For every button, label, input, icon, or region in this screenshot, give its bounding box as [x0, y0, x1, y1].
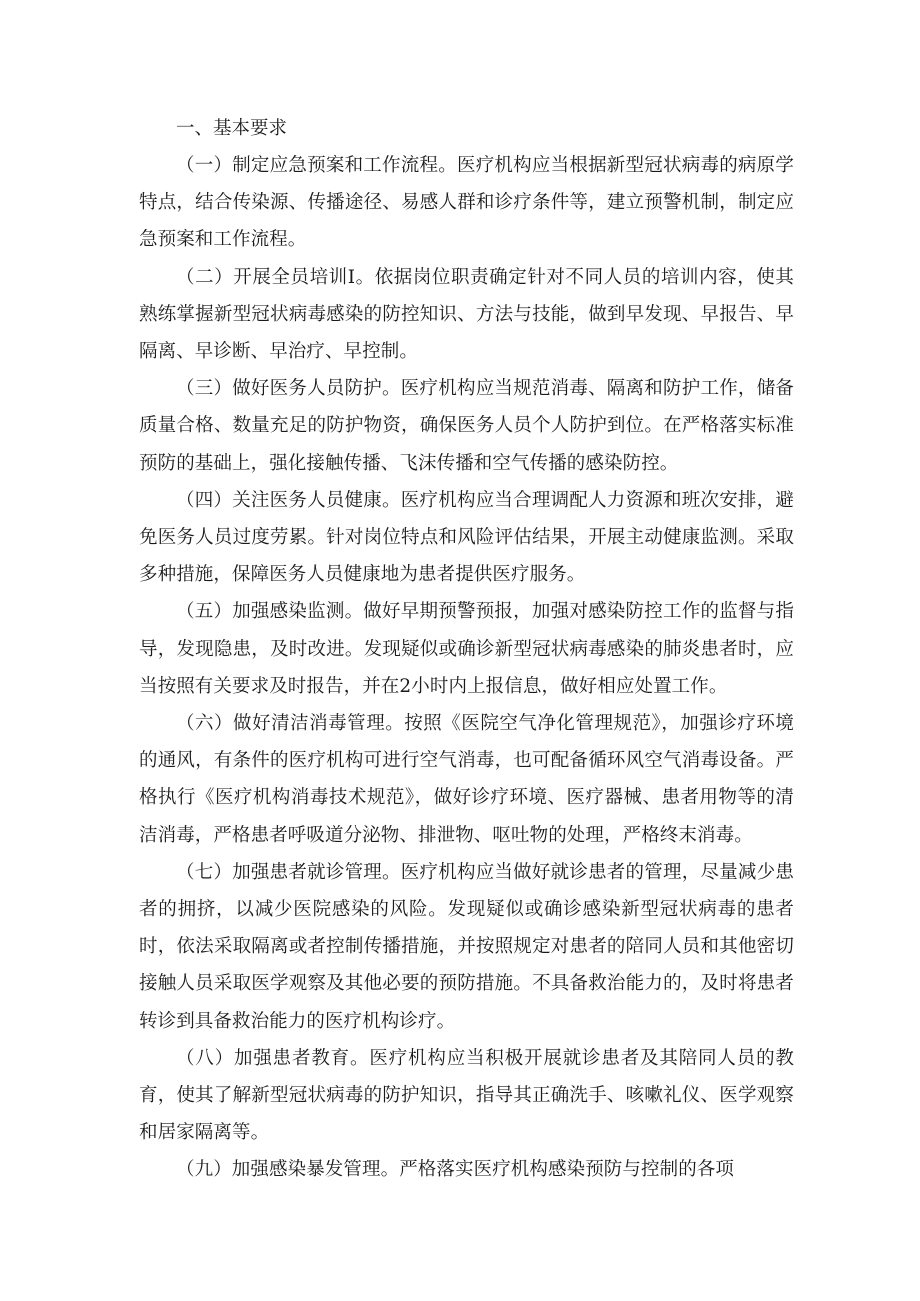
paragraph-5: （五）加强感染监测。做好早期预警预报，加强对感染防控工作的监督与指导，发现隐患，及时改进。发现疑似或确诊新型冠状病毒感染的肺炎患者时，应当按照有关要求及时报告，并在2小时内上报信息，做好相应处置工作。: [139, 601, 794, 697]
paragraph-9: （九）加强感染暴发管理。严格落实医疗机构感染预防与控制的各项: [176, 1159, 735, 1181]
paragraph-7: （七）加强患者就诊管理。医疗机构应当做好就诊患者的管理，尽量减少患者的拥挤，以减少医院感染的风险。发现疑似或确诊感染新型冠状病毒的患者时，依法采取隔离或者控制传播措施，并按照规定对患者的陪同人员和其他密切接触人员采取医学观察及其他必要的预防措施。不具备救治能力的，及时将患者转诊到具备救治能力的医疗机构诊疗。: [139, 861, 794, 1032]
section-heading: 一、基本要求: [176, 118, 288, 139]
paragraph-4: （四）关注医务人员健康。医疗机构应当合理调配人力资源和班次安排，避免医务人员过度劳累。针对岗位特点和风险评估结果，开展主动健康监测。采取多种措施，保障医务人员健康地为患者提供医疗服务。: [139, 489, 794, 586]
paragraph-3: （三）做好医务人员防护。医疗机构应当规范消毒、隔离和防护工作，储备质量合格、数量充足的防护物资，确保医务人员个人防护到位。在严格落实标准预防的基础上，强化接触传播、飞沫传播和空气传播的感染防控。: [139, 378, 794, 474]
paragraph-8: （八）加强患者教育。医疗机构应当积极开展就诊患者及其陪同人员的教育，使其了解新型冠状病毒的防护知识，指导其正确洗手、咳嗽礼仪、医学观察和居家隔离等。: [139, 1047, 794, 1144]
paragraph-6: （六）做好清洁消毒管理。按照《医院空气净化管理规范》，加强诊疗环境的通风，有条件的医疗机构可进行空气消毒，也可配备循环风空气消毒设备。严格执行《医疗机构消毒技术规范》，做好诊疗环境、医疗器械、患者用物等的清洁消毒，严格患者呼吸道分泌物、排泄物、呕吐物的处理，严格终末消毒。: [139, 713, 794, 846]
paragraph-2: （二）开展全员培训Ⅰ。依据岗位职责确定针对不同人员的培训内容，使其熟练掌握新型冠状病毒感染的防控知识、方法与技能，做到早发现、早报告、早隔离、早诊断、早治疗、早控制。: [139, 266, 794, 363]
document-page: [139, 110, 794, 1189]
paragraph-1: （一）制定应急预案和工作流程。医疗机构应当根据新型冠状病毒的病原学特点，结合传染源、传播途径、易感人群和诊疗条件等，建立预警机制，制定应急预案和工作流程。: [139, 155, 794, 251]
